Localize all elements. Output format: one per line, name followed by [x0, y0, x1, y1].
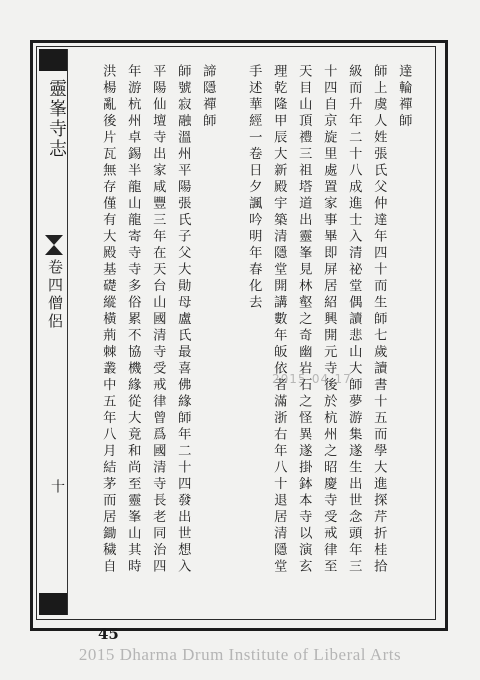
section-heading-diyin: 諦隱禪師 — [200, 64, 216, 130]
page-number: 45 — [98, 625, 119, 643]
spine-black-bar-bottom — [39, 593, 67, 615]
book-spine-margin — [39, 49, 68, 615]
text-column: 天目山頂禮三祖塔道出靈峯見林壑之奇幽岩石之怪異遂掛鉢本寺以演玄 — [296, 64, 312, 576]
text-column: 手述華經一卷日夕諷吟明年春化去 — [246, 64, 262, 312]
book-title: 靈峯寺志 — [46, 79, 67, 159]
section-heading-dalun: 達輪禪師 — [396, 64, 412, 130]
date-watermark: 2015-04-17 — [272, 372, 352, 386]
leaf-number: 十 — [49, 479, 65, 493]
volume-label: 卷四僧侶 — [46, 259, 64, 331]
text-column: 師上虞人姓張氏父仲達年四十而生師七歲讀書十五而學大進探芹折桂拾 — [371, 64, 387, 576]
text-column: 年游杭州卓錫半龍山龍寄寺寺多俗累不協機緣從大竟和尚至靈峯山其時 — [125, 64, 141, 576]
footer-copyright: 2015 Dharma Drum Institute of Liberal Arts — [78, 645, 402, 664]
text-column: 理乾隆甲辰大新殿宇築清隱堂開講數年皈依者滿浙右年八十退居清隱堂 — [271, 64, 287, 576]
fish-tail-mark-bottom — [45, 245, 63, 255]
text-column: 級而升年二十八成進士入清祕堂偶讀悲山大師夢游集遂生出世念頭年三 — [346, 64, 362, 576]
text-column: 洪楊亂後片瓦無存僅有大殿基礎縱橫荊棘叢中五年八月結茅而居鋤穢自 — [100, 64, 116, 576]
text-column: 師號寂融溫州平陽張氏子父大勛母盧氏最喜佛緣師年二十四發出世想入 — [175, 64, 191, 576]
text-column: 十四自京旋里處置家事畢即屏居紹興開元寺後於杭州之昭慶寺受戒律至 — [321, 64, 337, 576]
text-column: 平陽仙壇寺出家咸豐三年在天台山國清寺受戒律曾爲國清寺長老同治四 — [150, 64, 166, 576]
fish-tail-mark-top — [45, 235, 63, 245]
spine-black-bar-top — [39, 49, 67, 71]
